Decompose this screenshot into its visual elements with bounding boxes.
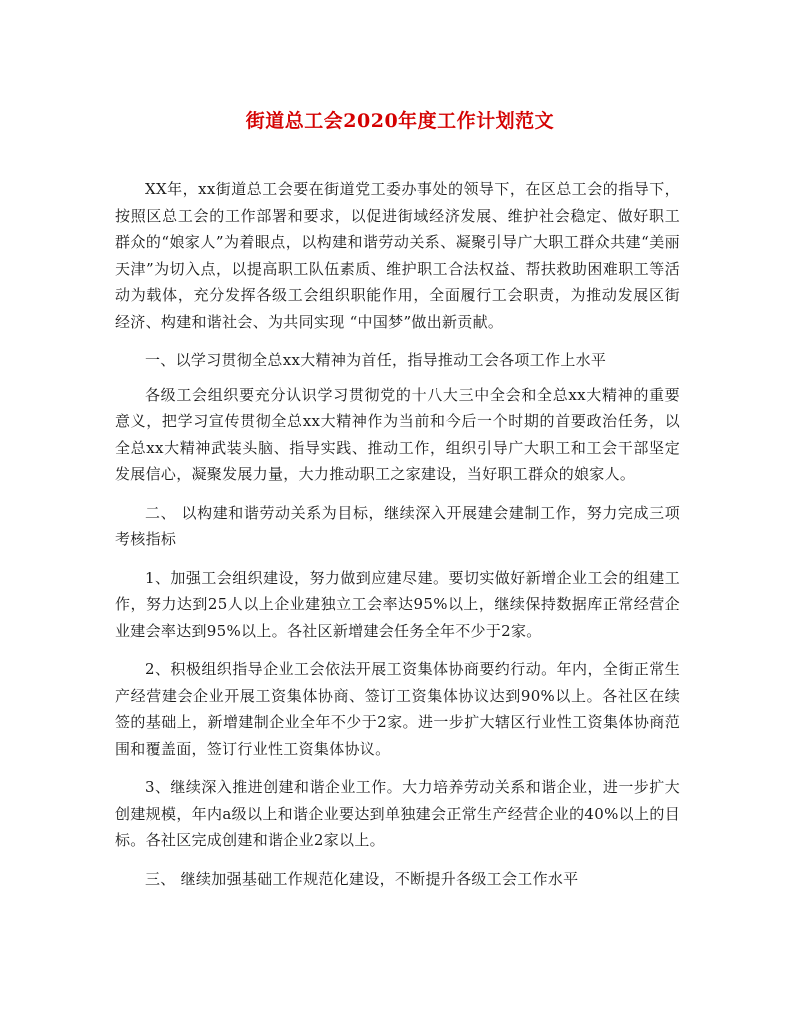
section-heading-1: 一、以学习贯彻全总xx大精神为首任，指导推动工会各项工作上水平 bbox=[145, 351, 607, 369]
paragraph-item-3: 3、继续深入推进创建和谐企业工作。大力培养劳动关系和谐企业，进一步扩大创建规模，年内a级以上和谐企业要达到单独建会正常生产经营企业的40%以上的目标。各社区完成创建和谐企业2家以上。 bbox=[115, 778, 680, 849]
paragraph-item-2: 2、积极组织指导企业工会依法开展工资集体协商要约行动。年内，全街正常生产经营建会企业开展工资集体协商、签订工资集体协议达到90%以上。各社区在续签的基础上，新增建制企业全年不少于2家。进一步扩大辖区行业性工资集体协商范围和覆盖面，签订行业性工资集体协议。 bbox=[115, 660, 680, 758]
paragraph-intro: XX年，xx街道总工会要在街道党工委办事处的领导下，在区总工会的指导下，按照区总工会的工作部署和要求，以促进街域经济发展、维护社会稳定、做好职工群众的“娘家人”为着眼点，以构建和谐劳动关系、凝聚引导广大职工群众共建“美丽天津”为切入点，以提高职工队伍素质、维护职工合法权益、帮扶救助困难职工等活动为载体，充分发挥各级工会组织职能作用，全面履行工会职责，为推动发展区街经济、构建和谐社会、为共同实现 “中国梦”做出新贡献。 bbox=[115, 180, 680, 331]
section-heading-3: 三、 继续加强基础工作规范化建设，不断提升各级工会工作水平 bbox=[145, 869, 579, 888]
document-title: 街道总工会2020年度工作计划范文 bbox=[245, 110, 555, 132]
document-body bbox=[115, 176, 680, 904]
paragraph-item-1: 1、加强工会组织建设，努力做到应建尽建。要切实做好新增企业工会的组建工作，努力达到25人以上企业建独立工会率达95%以上，继续保持数据库正常经营企业建会率达到95%以上。各社区新增建会任务全年不少于2家。 bbox=[115, 568, 680, 640]
section-heading-2: 二、 以构建和谐劳动关系为目标，继续深入开展建会建制工作，努力完成三项考核指标 bbox=[115, 503, 680, 548]
paragraph-section-1: 各级工会组织要充分认识学习贯彻党的十八大三中全会和全总xx大精神的重要意义，把学习宣传贯彻全总xx大精神作为当前和今后一个时期的首要政治任务，以全总xx大精神武装头脑、指导实践、推动工作，组织引导广大职工和工会干部坚定发展信心，凝聚发展力量，大力推动职工之家建设，当好职工群众的娘家人。 bbox=[115, 385, 680, 483]
